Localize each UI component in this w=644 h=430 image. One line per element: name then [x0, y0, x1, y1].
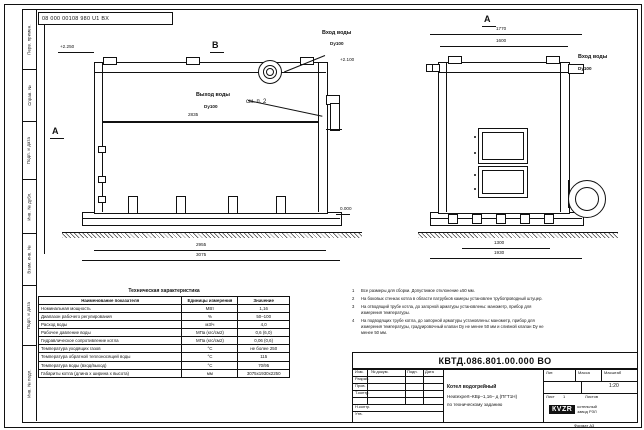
tb-scale-label: Масштаб: [604, 370, 622, 375]
dim-2835-line: [102, 121, 318, 122]
note-3-text: На отводящий трубе котла, до загорной арматуры установлены: манометр, прибор для измерения температуры.: [361, 304, 532, 316]
elevation-2250: +2.250: [60, 44, 75, 49]
spec-r2-c0: Расход воды: [39, 321, 182, 329]
view-letter-b-underline: [210, 52, 224, 53]
spec-r7-c0: Температура воды (вход/выход): [39, 361, 182, 369]
note-3-num: 3: [352, 304, 355, 310]
company-logo: [549, 405, 597, 414]
tb-product-line3: по техническому заданию: [447, 402, 503, 407]
strip-label-4: Взам. инв. №: [26, 244, 32, 274]
spec-title: Техническая характеристика: [128, 288, 200, 294]
tb-row-right-1: [543, 381, 637, 382]
side-fan-duct: [568, 180, 569, 208]
view-letter-b: В: [212, 40, 219, 50]
section-note: см. п. 2: [246, 99, 267, 105]
dim-2955: 2955: [196, 242, 207, 247]
front-outlet-base: [326, 129, 342, 130]
side-base-bolt-2: [472, 214, 482, 224]
dim-1300: 1300: [494, 240, 505, 245]
note-2-num: 2: [352, 296, 355, 302]
tb-col-2: [405, 369, 406, 404]
tb-role-3: Н.контр.: [355, 404, 371, 409]
callout-outlet-title: Выход воды: [196, 92, 230, 98]
side-lug-right: [546, 56, 560, 64]
front-support-3: [228, 196, 238, 214]
spec-r7-c2: 70/95: [238, 361, 290, 369]
tb-row-2: [353, 383, 443, 384]
table-row: [39, 369, 290, 377]
view-letter-a-left: А: [52, 126, 59, 136]
table-row: [39, 321, 290, 329]
tb-sheet-value: 1: [563, 394, 566, 399]
tb-sheets-label: Листов: [585, 394, 598, 399]
tb-col-5: [543, 369, 544, 422]
tb-sheet-label: Лист: [546, 394, 555, 399]
front-valve-1: [98, 146, 106, 153]
spec-r5-c2: не более 250: [238, 345, 290, 353]
company-sub-2: завод РЗЛ: [577, 408, 597, 414]
spec-r3-c0: Рабочее давление воды: [39, 329, 182, 337]
company-name: КVZR: [549, 405, 575, 414]
tb-header-data: Дата: [425, 369, 434, 374]
spec-r5-c0: Температура уходящих газов: [39, 345, 182, 353]
drawing-code: КВТД.086.801.00.000 ВО: [438, 356, 552, 366]
front-inner-line-3: [318, 62, 319, 212]
side-lug-left: [448, 56, 462, 64]
side-inner-line-right: [560, 62, 561, 212]
callout-inlet-title: Вход воды: [322, 30, 352, 36]
dim-2835: 2835: [188, 112, 199, 117]
tb-col-4: [443, 369, 444, 422]
dim-1600-line: [440, 46, 568, 47]
side-hinge-2: [474, 152, 476, 154]
front-inner-line-2: [102, 62, 103, 212]
spec-r6-c1: °С: [182, 353, 238, 361]
format-label: Формат A3: [574, 423, 595, 428]
tb-role-4: Утв.: [355, 411, 363, 416]
notes-list: [352, 288, 552, 338]
front-inner-line-4: [94, 72, 326, 73]
top-stamp-text: 08 000 00108 980 U1 BX: [42, 15, 110, 22]
strip-label-5: Подп. и дата: [26, 301, 32, 329]
front-valve-2: [98, 176, 106, 183]
tb-col-7: [601, 369, 602, 381]
table-row: [39, 353, 290, 361]
side-fan-inner: [575, 187, 599, 211]
note-2-text: На боковых стенках котла в области патрубков камеры установлен трубопроводный штуцер.: [361, 296, 543, 302]
front-base-midline: [82, 218, 340, 219]
tb-header-doc: № докум.: [371, 369, 389, 374]
front-support-1: [128, 196, 138, 214]
side-base-bolt-1: [448, 214, 458, 224]
spec-r8-c1: мм: [182, 369, 238, 377]
table-row: [39, 313, 290, 321]
callout-inlet-side-title: Вход воды: [578, 54, 608, 60]
spec-r2-c2: 4,0: [238, 321, 290, 329]
tb-lit-label: Лит.: [546, 370, 554, 375]
front-valve-3: [98, 196, 106, 203]
spec-r0-c2: 1,16: [238, 305, 290, 313]
strip-label-1: Справ. №: [26, 84, 32, 106]
note-4: [352, 318, 552, 335]
side-base-bolt-4: [520, 214, 530, 224]
table-row: [39, 305, 290, 313]
view-letter-a-left-underline: [50, 138, 64, 139]
table-row: [39, 329, 290, 337]
elevation-0000: 0.000: [340, 206, 352, 211]
front-base-frame: [82, 212, 342, 226]
dim-2955-line: [94, 250, 326, 251]
side-door-upper-inner: [482, 132, 524, 160]
section-line-left: [44, 24, 45, 254]
spec-table: [38, 296, 290, 378]
tb-product-line2: Heatexpert–КВр–1,16– д (ПГТ1Н): [447, 394, 518, 399]
front-lug-left: [103, 57, 117, 65]
front-inner-line-1: [102, 122, 318, 123]
spec-header-0: Наименование показателя: [39, 297, 182, 305]
spec-r4-c0: Гидравлическое сопротивление котла: [39, 337, 182, 345]
dim-3075-line: [82, 260, 340, 261]
spec-header-1: Единицы измерения: [182, 297, 238, 305]
view-letter-a-right-underline: [482, 26, 496, 27]
tb-row-6: [353, 411, 443, 412]
strip-label-6: Инв. № подл.: [26, 368, 32, 398]
note-2: [352, 296, 552, 302]
tb-role-2: Т.контр.: [355, 390, 370, 395]
callout-inlet-side-sub: Dy100: [578, 66, 592, 71]
spec-r7-c1: °С: [182, 361, 238, 369]
spec-r8-c0: Габариты котла (длина х ширина х высота): [39, 369, 182, 377]
dim-1600: 1600: [496, 38, 507, 43]
dim-1930: 1930: [494, 250, 505, 255]
front-lug-mid: [186, 57, 200, 65]
front-support-4: [276, 196, 286, 214]
side-door-lower-inner: [482, 170, 524, 194]
elevation-2100: +2.100: [340, 57, 355, 62]
callout-inlet-sub: Dy100: [330, 41, 344, 46]
note-4-num: 4: [352, 318, 355, 324]
side-base-bolt-5: [544, 214, 554, 224]
tb-col-8: [581, 381, 582, 393]
title-block: [352, 368, 638, 423]
left-side-strip: [22, 9, 37, 421]
tb-product: Котел водогрейный: [447, 384, 497, 390]
side-base-bolt-3: [496, 214, 506, 224]
strip-label-3: Инв. № дубл.: [26, 191, 32, 221]
table-row: [39, 361, 290, 369]
tb-role-0: Разраб.: [355, 376, 370, 381]
spec-r1-c2: 50–100: [238, 313, 290, 321]
tb-role-1: Пров.: [355, 383, 366, 388]
dim-1300-line: [462, 248, 550, 249]
spec-r6-c2: 115: [238, 353, 290, 361]
spec-r1-c0: Диапазон рабочего регулирования: [39, 313, 182, 321]
spec-header-row: [39, 297, 290, 305]
table-row: [39, 345, 290, 353]
spec-r2-c1: м3/ч: [182, 321, 238, 329]
spec-r5-c1: °С: [182, 345, 238, 353]
tb-col-6: [575, 369, 576, 381]
dim-1770: 1770: [496, 26, 507, 31]
note-3: [352, 304, 552, 315]
spec-r4-c2: 0,06 (0,6): [238, 337, 290, 345]
spec-header-2: Значение: [238, 297, 290, 305]
top-stamp: [38, 12, 173, 25]
front-burner-flange-inner: [266, 68, 274, 76]
tb-col-1: [367, 369, 368, 404]
tb-row-4: [353, 397, 443, 398]
dim-1770-line: [430, 34, 582, 35]
tb-scale-value: 1:20: [609, 383, 619, 389]
company-sub-1: котельный: [577, 404, 597, 410]
tb-header-podp: Подп.: [407, 369, 418, 374]
note-1-text: Все размеры для сборки. Допустимое отклонение ±50 мм.: [361, 288, 475, 293]
note-1-num: 1: [352, 288, 355, 293]
spec-r6-c0: Температура обратной теплоносящей воды: [39, 353, 182, 361]
table-row: [39, 337, 290, 345]
tb-header-izm: Изм.: [355, 369, 364, 374]
front-boiler-body: [94, 62, 328, 214]
spec-r4-c1: МПа (кгс/см2): [182, 337, 238, 345]
side-ground-hatch: [418, 233, 618, 238]
front-outlet-down: [330, 103, 340, 131]
spec-r1-c1: %: [182, 313, 238, 321]
view-letter-a-right: А: [484, 14, 491, 24]
side-hinge-1: [474, 136, 476, 138]
side-hinge-4: [474, 188, 476, 190]
side-inner-line-left: [446, 62, 447, 212]
note-1: [352, 288, 552, 294]
side-inner-line-top: [438, 72, 568, 73]
side-bracket-left-top2: [432, 64, 440, 72]
front-support-2: [176, 196, 186, 214]
note-4-text: На подводящих трубе котла, до запорной арматуры установлены: манометр, прибор для измерения температуры, градуировочный клапан Dy не менее 50 мм и сливной клапан Dy не менее 50 мм.: [361, 318, 544, 335]
elevation-2250-line: [58, 52, 94, 53]
spec-r3-c2: 0,6 (6,0): [238, 329, 290, 337]
callout-outlet-sub: Dy100: [204, 104, 218, 109]
front-ground-hatch: [62, 233, 362, 238]
side-hinge-3: [474, 174, 476, 176]
tb-col-3: [423, 369, 424, 404]
spec-r0-c1: МВт: [182, 305, 238, 313]
dim-3075: 3075: [196, 252, 207, 257]
tb-mass-label: Масса: [578, 370, 590, 375]
strip-label-0: Перв. примен.: [26, 23, 32, 55]
spec-r0-c0: Номинальная мощность: [39, 305, 182, 313]
elevation-0000-line: [336, 214, 350, 215]
spec-r8-c2: 3075х1930х2250: [238, 369, 290, 377]
spec-r3-c1: МПа (кгс/см2): [182, 329, 238, 337]
dim-1930-line: [430, 258, 582, 259]
strip-label-2: Подп. и дата: [26, 136, 32, 164]
